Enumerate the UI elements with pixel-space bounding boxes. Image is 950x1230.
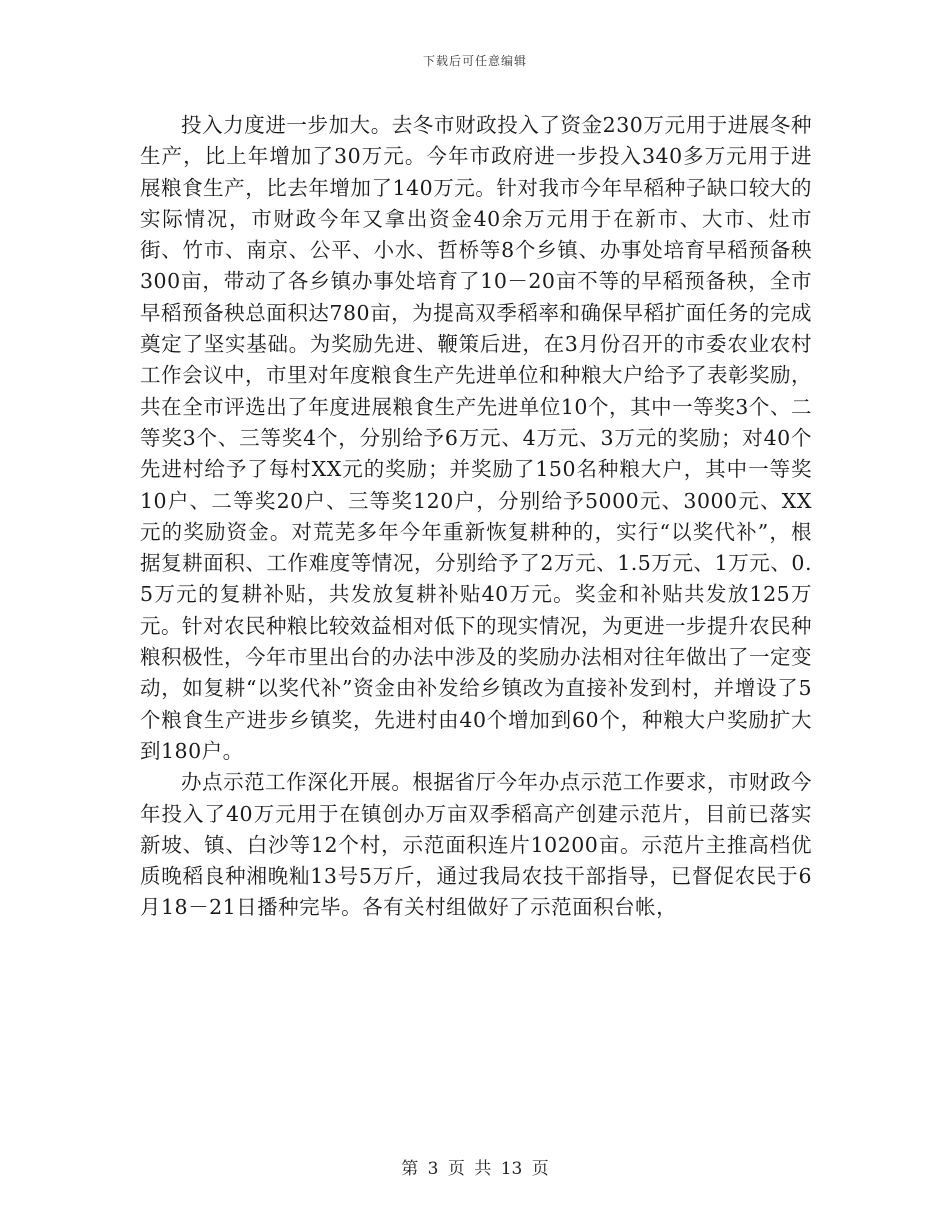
document-body (140, 110, 812, 924)
paragraph-funding: 投入力度进一步加大。去冬市财政投入了资金230万元用于进展冬种生产，比上年增加了30万元。今年市政府进一步投入340多万元用于进展粮食生产，比去年增加了140万元。针对我市今年早稻种子缺口较大的实际情况，市财政今年又拿出资金40余万元用于在新市、大市、灶市街、竹市、南京、公平、小水、哲桥等8个乡镇、办事处培育早稻预备秧300亩，带动了各乡镇办事处培育了10－20亩不等的早稻预备秧，全市早稻预备秧总面积达780亩，为提高双季稻率和确保早稻扩面任务的完成奠定了坚实基础。为奖励先进、鞭策后进，在3月份召开的市委农业农村工作会议中，市里对年度粮食生产先进单位和种粮大户给予了表彰奖励，共在全市评选出了年度进展粮食生产先进单位10个，其中一等奖3个、二等奖3个、三等奖4个，分别给予6万元、4万元、3万元的奖励；对40个先进村给予了每村XX元的奖励；并奖励了150名种粮大户，其中一等奖10户、二等奖20户、三等奖120户，分别给予5000元、3000元、XX元的奖励资金。对荒芜多年今年重新恢复耕种的，实行“以奖代补”，根据复耕面积、工作难度等情况，分别给予了2万元、1.5万元、1万元、0.5万元的复耕补贴，共发放复耕补贴40万元。奖金和补贴共发放125万元。针对农民种粮比较效益相对低下的现实情况，为更进一步提升农民种粮积极性，今年市里出台的办法中涉及的奖励办法相对往年做出了一定变动，如复耕“以奖代补”资金由补发给乡镇改为直接补发到村，并增设了5个粮食生产进步乡镇奖，先进村由40个增加到60个，种粮大户奖励扩大到180户。 (140, 113, 812, 763)
page-header-note: 下载后可任意编辑 (422, 54, 527, 68)
page-number: 第 3 页 共 13 页 (401, 1159, 549, 1179)
paragraph-demonstration: 办点示范工作深化开展。根据省厅今年办点示范工作要求，市财政今年投入了40万元用于在镇创办万亩双季稻高产创建示范片，目前已落实新坡、镇、白沙等12个村，示范面积连片10200亩。示范片主推高档优质晚稻良种湘晚籼13号5万斤，通过我局农技干部指导，已督促农民于6月18－21日播种完毕。各有关村组做好了示范面积台帐， (140, 770, 812, 920)
